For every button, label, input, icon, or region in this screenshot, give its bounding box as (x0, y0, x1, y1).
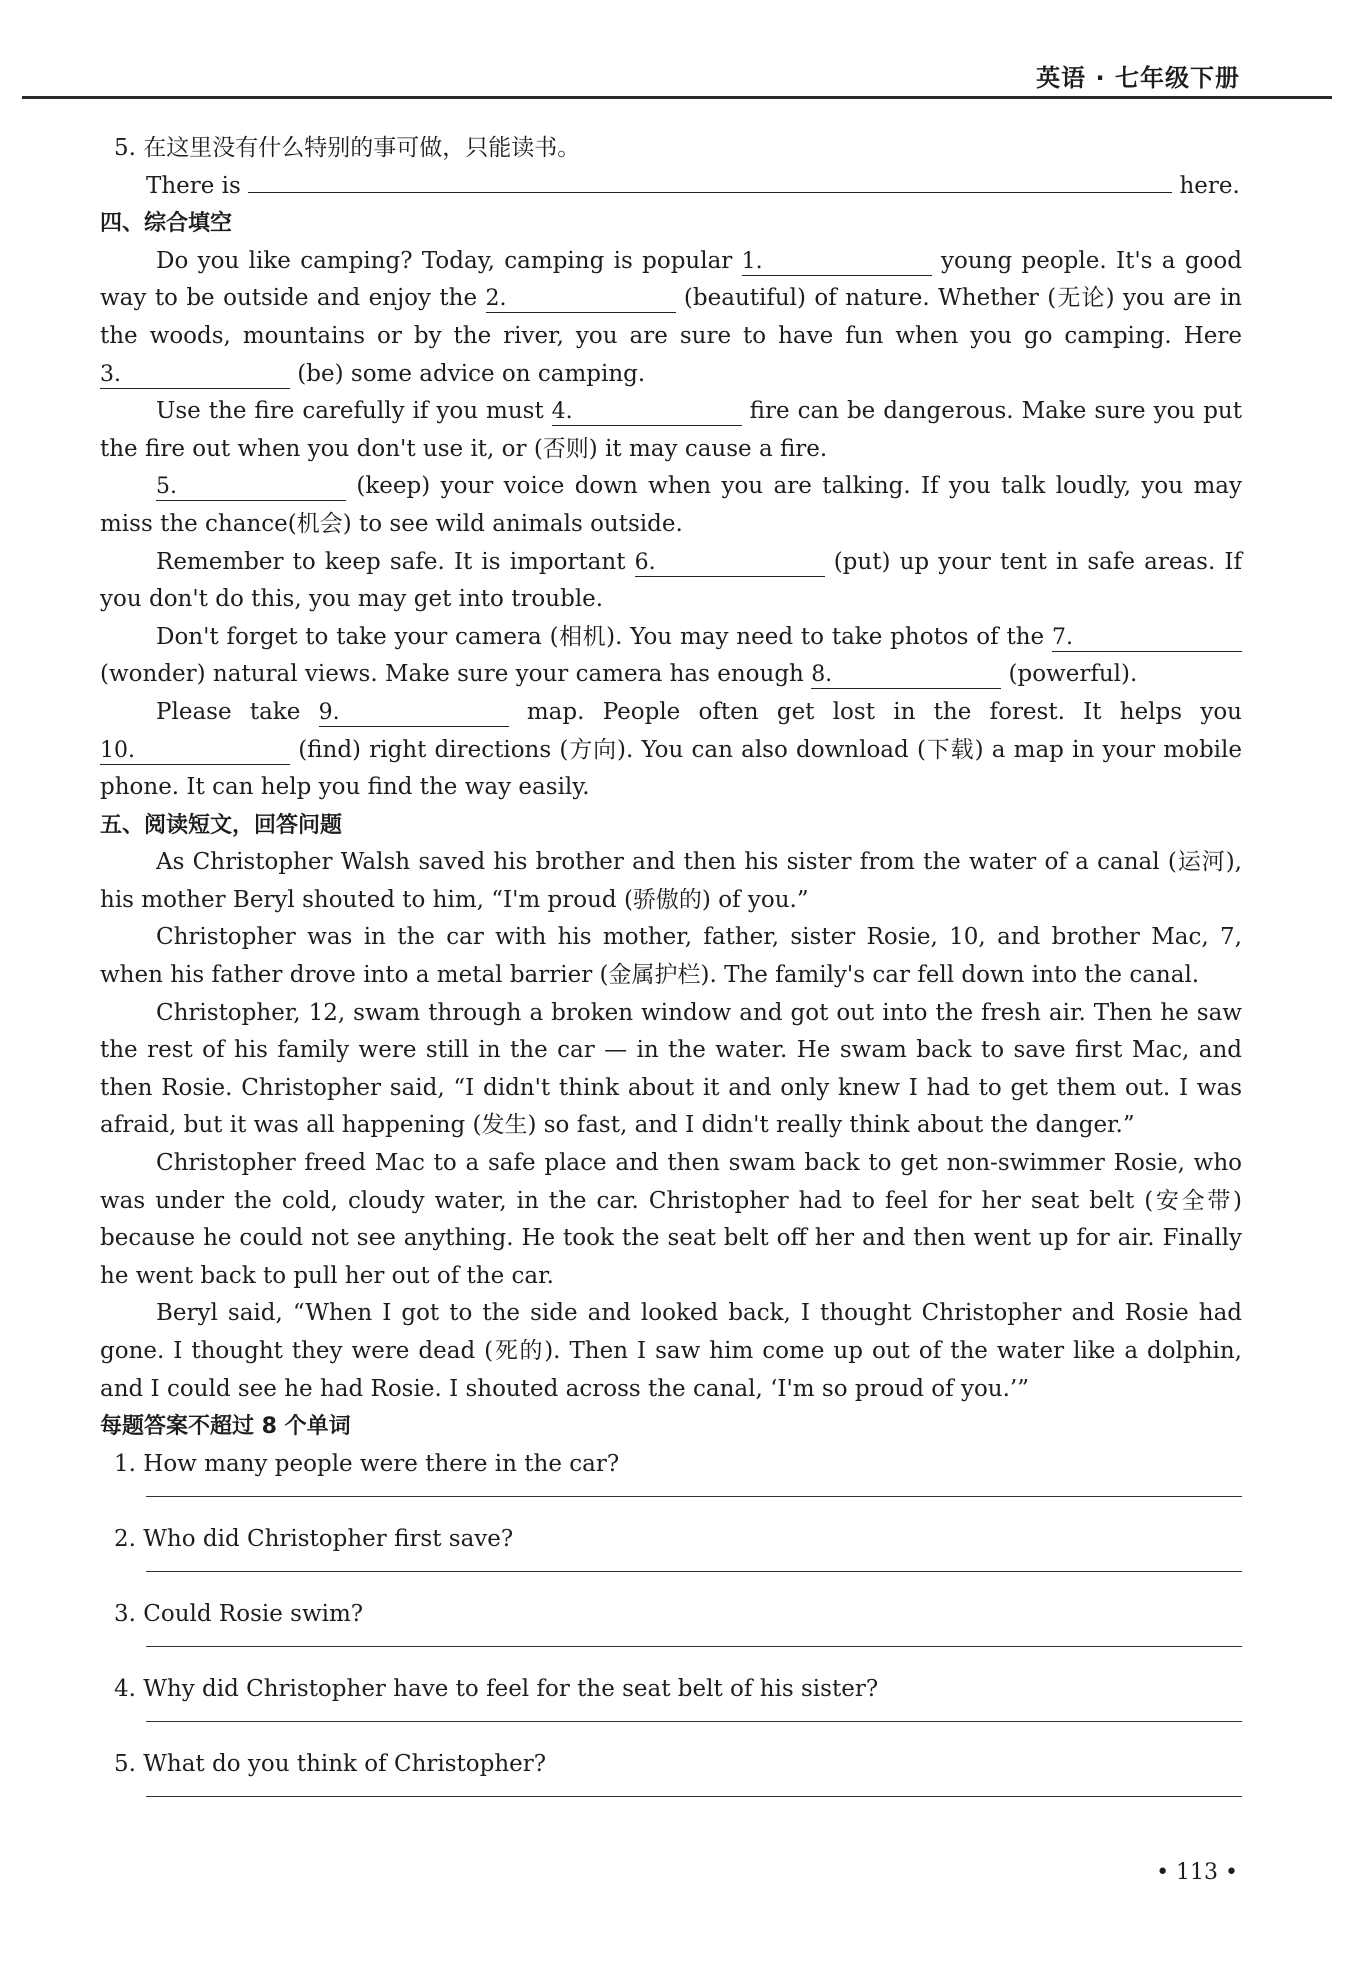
cloze-text: Remember to keep safe. It is important (156, 548, 635, 575)
cloze-blank-8[interactable]: 8. (811, 661, 1001, 689)
translation-prefix: There is (146, 172, 241, 199)
cloze-text: (be) some advice on camping. (290, 360, 646, 387)
cloze-text: (find) right directions (方向). You can also download (下载) a map in your mobile phone. It can help you find the way easily. (100, 736, 1242, 801)
cloze-text: Please take (156, 698, 319, 725)
translation-answer-line (100, 168, 1242, 206)
cloze-text: (wonder) natural views. Make sure your camera has enough (100, 661, 812, 688)
question-text: 4. Why did Christopher have to feel for the seat belt of his sister? (114, 1675, 879, 1702)
reading-paragraph: Christopher, 12, swam through a broken window and got out into the fresh air. Then he saw the rest of his family were still in the car — in the water. He swam back to save first Mac, and then Rosie. Christopher said, “I didn't think about it and only knew I had to get them out. I was afraid, but it was all happening (发生) so fast, and I didn't really think about the danger.” (100, 999, 1242, 1139)
question-row (100, 1446, 1242, 1521)
page-header (0, 50, 1350, 98)
translation-suffix: here. (1179, 172, 1240, 199)
book-title: 英语 · 七年级下册 (1036, 64, 1240, 92)
cloze-text: (powerful). (1001, 661, 1138, 688)
question-text: 2. Who did Christopher first save? (114, 1525, 514, 1552)
question-row (100, 1746, 1242, 1821)
answer-line[interactable] (146, 1646, 1242, 1647)
question-text: 1. How many people were there in the car? (114, 1450, 620, 1477)
cloze-text: fire can be dangerous. Make sure you put the fire out when you don't use it, or (否则) it may cause a fire. (100, 398, 1242, 462)
cloze-paragraph-4 (100, 544, 1242, 619)
cloze-blank-2[interactable]: 2. (486, 285, 676, 313)
reading-paragraph: Beryl said, “When I got to the side and looked back, I thought Christopher and Rosie had gone. I thought they were dead (死的). Then I saw him come up out of the water like a dolphin, and I could see he had Rosie. I shouted across the canal, ‘I'm so proud of you.’” (100, 1300, 1242, 1402)
question-row (100, 1521, 1242, 1596)
answer-line[interactable] (146, 1496, 1242, 1497)
cloze-paragraph-3 (100, 468, 1242, 543)
section-5-heading: 五、阅读短文，回答问题 (100, 812, 343, 838)
header-rule (22, 96, 1332, 99)
cloze-blank-9[interactable]: 9. (319, 699, 509, 727)
answer-line[interactable] (146, 1796, 1242, 1797)
cloze-text: Don't forget to take your camera (相机). You may need to take photos of the (156, 623, 1052, 650)
cloze-blank-4[interactable]: 4. (552, 398, 742, 426)
cloze-text: map. People often get lost in the forest. It helps you (508, 698, 1242, 725)
cloze-text: young people. It's a good way to be outside and enjoy the (100, 247, 1242, 312)
cloze-paragraph-5 (100, 619, 1242, 694)
cloze-text: (put) up your tent in safe areas. If you don't do this, you may get into trouble. (100, 548, 1243, 613)
cloze-paragraph-2 (100, 393, 1242, 468)
page-number: • 113 • (1156, 1860, 1238, 1885)
cloze-text: Do you like camping? Today, camping is popular (156, 247, 742, 274)
cloze-blank-3[interactable]: 3. (100, 361, 290, 389)
answer-line[interactable] (146, 1571, 1242, 1572)
answer-line[interactable] (146, 1721, 1242, 1722)
reading-paragraph: Christopher was in the car with his mother, father, sister Rosie, 10, and brother Mac, 7, when his father drove into a metal barrier (金属护栏). The family's car fell down into the canal. (100, 924, 1242, 989)
translation-blank[interactable] (248, 192, 1172, 193)
page-content (100, 130, 1242, 1821)
question-row (100, 1671, 1242, 1746)
reading-paragraph: Christopher freed Mac to a safe place and then swam back to get non-swimmer Rosie, who was under the cold, cloudy water, in the car. Christopher had to feel for her seat belt (安全带) because he could not see anything. He took the seat belt off her and then went up for air. Finally he went back to pull her out of the car. (100, 1150, 1242, 1289)
cloze-text: Use the fire carefully if you must (156, 398, 552, 425)
section-4-heading: 四、综合填空 (100, 211, 233, 237)
question-text: 5. What do you think of Christopher? (114, 1750, 547, 1777)
cloze-blank-7[interactable]: 7. (1052, 624, 1242, 652)
answer-instruction: 每题答案不超过 8 个单词 (100, 1414, 351, 1440)
question-text: 3. Could Rosie swim? (114, 1600, 364, 1627)
cloze-blank-5[interactable]: 5. (156, 473, 346, 501)
cloze-blank-1[interactable]: 1. (742, 248, 932, 276)
cloze-text: (beautiful) of nature. Whether (无论) you are in the woods, mountains or by the river, you are sure to have fun when you go camping. Here (100, 285, 1242, 349)
question-row (100, 1596, 1242, 1671)
cloze-paragraph-6 (100, 694, 1242, 807)
reading-paragraph: As Christopher Walsh saved his brother and then his sister from the water of a canal (运河), his mother Beryl shouted to him, “I'm proud (骄傲的) of you.” (100, 849, 1242, 913)
cloze-paragraph-1 (100, 243, 1242, 393)
cloze-blank-6[interactable]: 6. (635, 549, 825, 577)
cloze-blank-10[interactable]: 10. (100, 737, 290, 765)
cloze-text: (keep) your voice down when you are talking. If you talk loudly, you may miss the chance(机会) to see wild animals outside. (100, 473, 1242, 537)
translation-question: 5. 在这里没有什么特别的事可做，只能读书。 (114, 135, 581, 161)
